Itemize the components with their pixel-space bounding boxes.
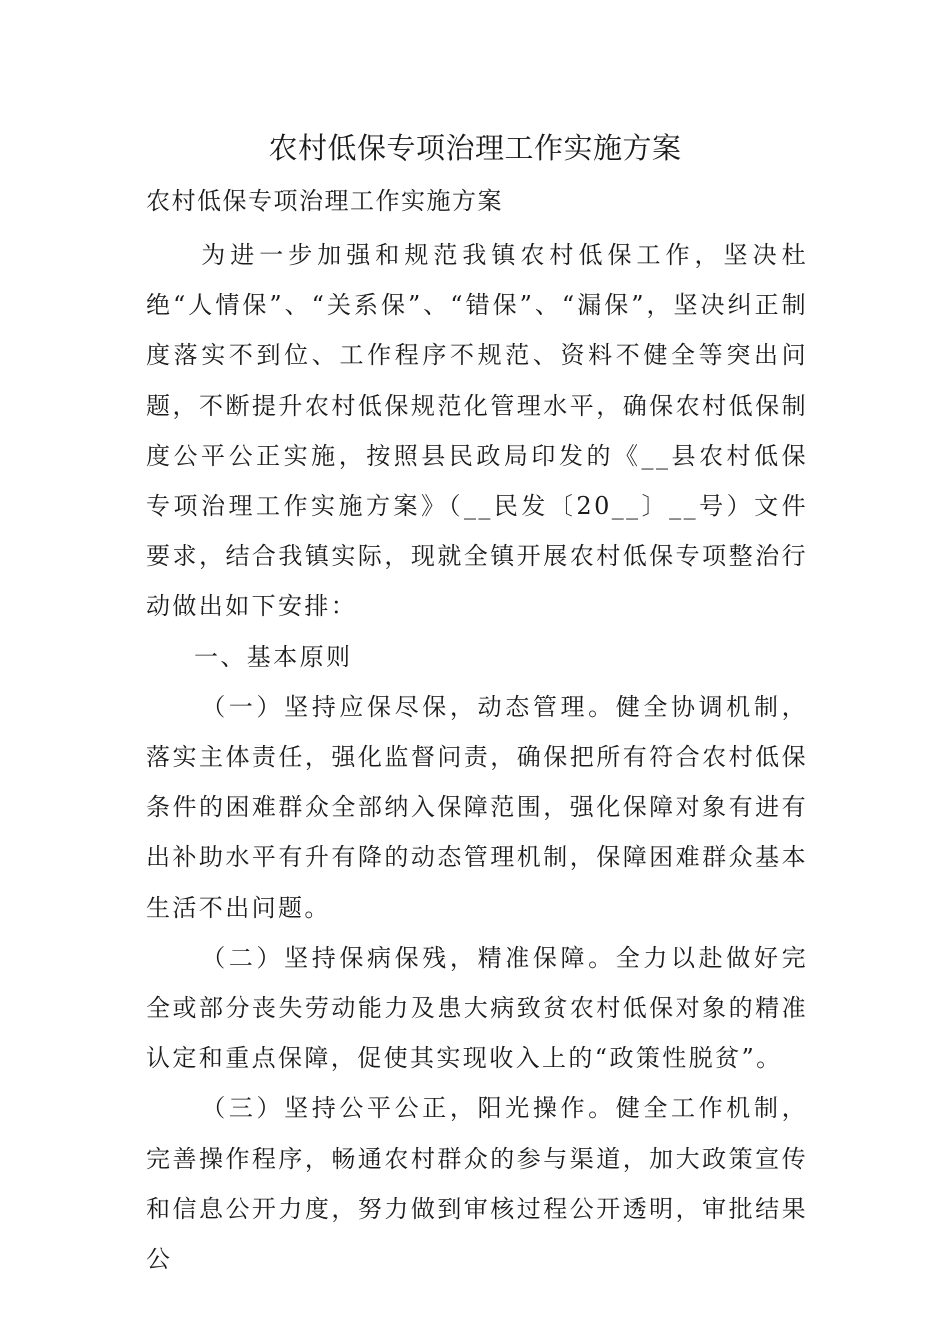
document-subtitle: 农村低保专项治理工作实施方案 xyxy=(146,187,503,215)
document-title: 农村低保专项治理工作实施方案 xyxy=(268,131,682,165)
principle-paragraph-2: （二）坚持保病保残，精准保障。全力以赴做好完全或部分丧失劳动能力及患大病致贫农村低保对象的精准认定和重点保障，促使其实现收入上的“政策性脱贫”。 xyxy=(146,943,808,1073)
principle-paragraph-3: （三）坚持公平公正，阳光操作。健全工作机制，完善操作程序，畅通农村群众的参与渠道，加大政策宣传和信息公开力度，努力做到审核过程公开透明，审批结果公 xyxy=(146,1094,808,1274)
section-heading: 一、基本原则 xyxy=(194,642,353,671)
principle-paragraph-1: （一）坚持应保尽保，动态管理。健全协调机制，落实主体责任，强化监督问责，确保把所有符合农村低保条件的困难群众全部纳入保障范围，强化保障对象有进有出补助水平有升有降的动态管理机制，保障困难群众基本生活不出问题。 xyxy=(146,692,808,922)
intro-paragraph: 为进一步加强和规范我镇农村低保工作，坚决杜绝“人情保”、“关系保”、“错保”、“漏保”，坚决纠正制度落实不到位、工作程序不规范、资料不健全等突出问题，不断提升农村低保规范化管理水平，确保农村低保制度公平公正实施，按照县民政局印发的《__县农村低保专项治理工作实施方案》（__民发〔20__〕__号）文件要求，结合我镇实际，现就全镇开展农村低保专项整治行动做出如下安排： xyxy=(146,241,808,621)
document-body xyxy=(146,230,808,1284)
